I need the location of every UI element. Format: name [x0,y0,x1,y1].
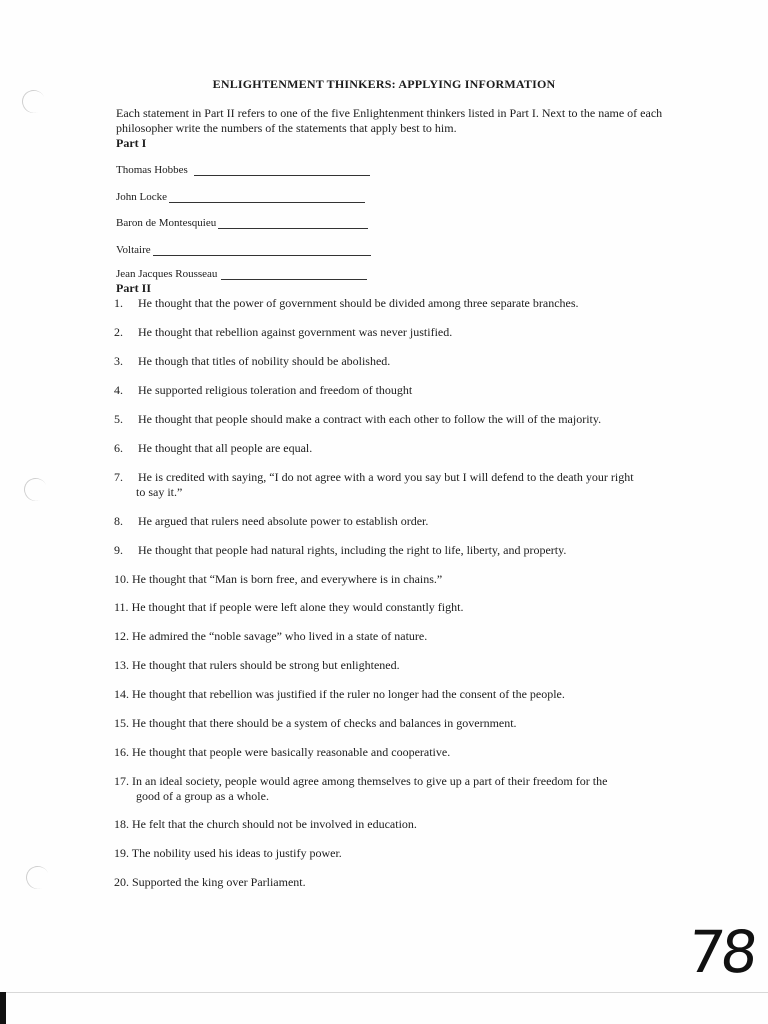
scan-edge-mark [0,992,6,1024]
statement-text: Supported the king over Parliament. [132,875,306,889]
statement-item [114,716,684,731]
thinker-row [116,191,365,203]
statement-number: 13. [114,658,129,672]
statement-text: He thought that there should be a system of checks and balances in government. [132,716,517,730]
instructions: Each statement in Part II refers to one of the five Enlightenment thinkers listed in Part I. Next to the name of each philosopher write the numbers of the statements that apply best to him. [116,106,663,135]
statement-text: The nobility used his ideas to justify power. [131,846,342,860]
statement-text: He admired the “noble savage” who lived in a state of nature. [132,629,428,643]
statement-continuation: good of a group as a whole. [136,789,269,803]
statement-number: 9. [114,543,123,557]
statement-number: 8. [114,514,123,528]
statement-item [114,658,684,673]
handwritten-page-number: 78 [684,918,758,986]
statement-number: 1. [114,296,123,310]
statement-number: 5. [114,412,123,426]
statement-text: In an ideal society, people would agree among themselves to give up a part of their freedom for the [132,774,608,788]
answer-blank[interactable] [218,218,368,229]
statement-item [114,629,684,644]
thinker-name: Voltaire [116,244,151,256]
statement-number: 18. [114,817,129,831]
statement-item [114,514,684,529]
statement-item [114,441,684,456]
statement-item [114,470,684,500]
statement-item [114,600,684,615]
statement-number: 10. [114,572,129,586]
statement-text: He thought that “Man is born free, and everywhere is in chains.” [132,572,443,586]
statement-item [114,572,684,587]
thinker-name: Jean Jacques Rousseau [116,268,218,280]
statement-number: 11. [114,600,129,614]
thinker-row [116,164,370,176]
thinker-row [116,217,368,229]
worksheet-title: ENLIGHTENMENT THINKERS: APPLYING INFORMATION [212,77,556,91]
statement-item [114,325,684,340]
statement-item [114,296,684,311]
statement-text: He thought that rebellion against government was never justified. [138,325,453,339]
statement-text: He supported religious toleration and freedom of thought [138,383,413,397]
statement-text: He thought that people were basically reasonable and cooperative. [132,745,451,759]
statement-number: 19. [114,846,129,860]
statement-item [114,383,684,398]
statement-item [114,817,684,832]
statement-item [114,354,684,369]
statement-item [114,412,684,427]
statement-text: He thought that all people are equal. [138,441,313,455]
statement-number: 2. [114,325,123,339]
statement-number: 6. [114,441,123,455]
statement-continuation: to say it.” [136,485,183,499]
statement-item [114,543,684,558]
statement-number: 4. [114,383,123,397]
statement-item [114,774,684,804]
punch-hole [21,475,50,504]
statement-text: He thought that rebellion was justified if the ruler no longer had the consent of the people. [132,687,565,701]
thinker-row [116,244,371,256]
statement-number: 3. [114,354,123,368]
statement-number: 16. [114,745,129,759]
thinker-name: Thomas Hobbes [116,164,188,176]
part-one-heading: Part I [116,136,147,150]
statement-text: He thought that people had natural rights, including the right to life, liberty, and property. [138,543,567,557]
statement-item [114,846,684,861]
thinker-row [116,268,367,280]
punch-hole [23,863,52,892]
thinker-name: Baron de Montesquieu [116,217,217,229]
statement-text: He thought that rulers should be strong but enlightened. [132,658,400,672]
statement-number: 17. [114,774,129,788]
statement-text: He is credited with saying, “I do not agree with a word you say but I will defend to the death your right [138,470,634,484]
statement-number: 7. [114,470,123,484]
statement-text: He thought that people should make a contract with each other to follow the will of the majority. [138,412,602,426]
statement-number: 20. [114,875,129,889]
answer-blank[interactable] [221,269,367,280]
statement-item [114,687,684,702]
scan-edge-line [0,992,768,993]
statement-number: 12. [114,629,129,643]
statement-item [114,745,684,760]
statement-item [114,875,684,890]
part-two-heading: Part II [116,281,151,295]
statement-text: He though that titles of nobility should be abolished. [138,354,391,368]
answer-blank[interactable] [153,245,371,256]
statement-number: 14. [114,687,129,701]
statement-text: He thought that if people were left alone they would constantly fight. [131,600,464,614]
thinker-name: John Locke [116,191,168,203]
statement-text: He argued that rulers need absolute power to establish order. [138,514,429,528]
statement-number: 15. [114,716,129,730]
answer-blank[interactable] [169,192,365,203]
answer-blank[interactable] [194,165,370,176]
statement-text: He felt that the church should not be involved in education. [132,817,417,831]
statement-text: He thought that the power of government should be divided among three separate branches. [138,296,579,310]
